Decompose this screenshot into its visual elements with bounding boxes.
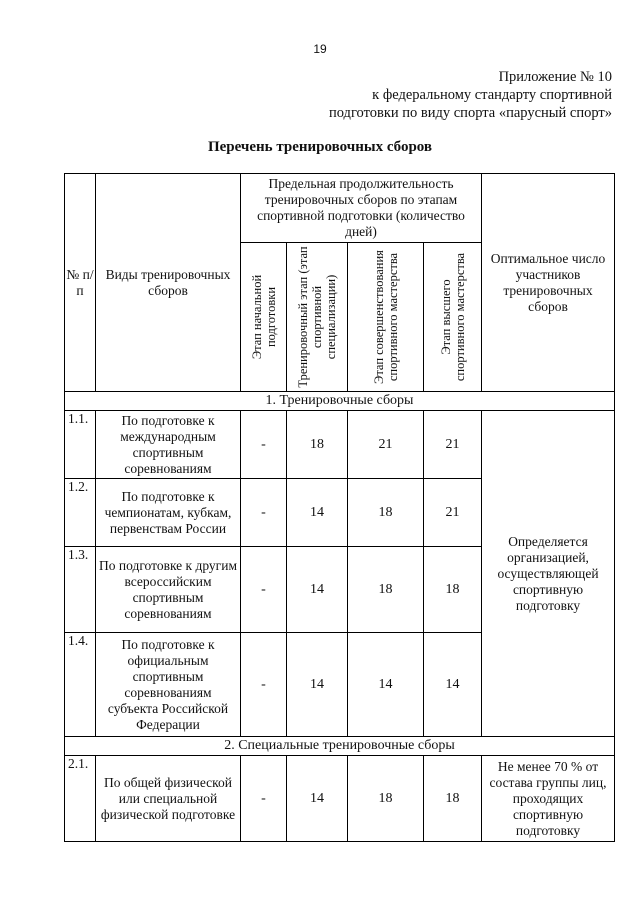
- row-stage1: -: [241, 756, 287, 842]
- header-stage1: Этап начальной подготовки: [249, 274, 278, 360]
- row-stage2: 14: [287, 756, 348, 842]
- row-stage2: 14: [287, 479, 348, 547]
- row-stage3: 18: [348, 547, 424, 633]
- table-row: [65, 411, 615, 479]
- row-stage3: 21: [348, 411, 424, 479]
- section-title: 2. Специальные тренировочные сборы: [65, 737, 615, 756]
- row-kind: По общей физической или специальной физической подготовке: [96, 756, 241, 842]
- appendix-line: подготовки по виду спорта «парусный спорт»: [328, 105, 612, 121]
- row-num: 1.1.: [65, 411, 96, 479]
- header-stage-cell: [287, 243, 348, 392]
- row-num: 1.2.: [65, 479, 96, 547]
- row-stage3: 18: [348, 479, 424, 547]
- header-stage4: Этап высшего спортивного мастерства: [438, 252, 467, 382]
- row-stage1: -: [241, 479, 287, 547]
- appendix-block: [329, 68, 612, 122]
- row-stage2: 18: [287, 411, 348, 479]
- header-optimal: Оптимальное число участников тренировочных сборов: [482, 174, 615, 392]
- row-stage1: -: [241, 411, 287, 479]
- row-kind: По подготовке к официальным спортивным соревнованиям субъекта Российской Федерации: [96, 633, 241, 737]
- table-row: [65, 756, 615, 842]
- appendix-line: Приложение № 10: [498, 69, 612, 85]
- row-stage4: 21: [424, 479, 482, 547]
- training-camps-table: [64, 173, 615, 842]
- row-stage1: -: [241, 547, 287, 633]
- row-stage3: 18: [348, 756, 424, 842]
- header-num: № п/п: [65, 174, 96, 392]
- header-kind: Виды тренировочных сборов: [96, 174, 241, 392]
- row-num: 2.1.: [65, 756, 96, 842]
- row-optimal: Не менее 70 % от состава группы лиц, проходящих спортивную подготовку: [482, 756, 615, 842]
- row-kind: По подготовке к другим всероссийским спортивным соревнованиям: [96, 547, 241, 633]
- header-stage2: Тренировочный этап (этап спортивной специализации): [296, 246, 338, 388]
- row-kind: По подготовке к чемпионатам, кубкам, первенствам России: [96, 479, 241, 547]
- row-stage4: 18: [424, 756, 482, 842]
- optimal-section1: Определяется организацией, осуществляющей спортивную подготовку: [482, 411, 615, 737]
- row-stage4: 21: [424, 411, 482, 479]
- header-duration-group: Предельная продолжительность тренировочных сборов по этапам спортивной подготовки (количество дней): [241, 174, 482, 243]
- appendix-line: к федеральному стандарту спортивной: [372, 87, 612, 103]
- row-num: 1.3.: [65, 547, 96, 633]
- row-stage3: 14: [348, 633, 424, 737]
- row-stage4: 14: [424, 633, 482, 737]
- row-kind: По подготовке к международным спортивным соревнованиям: [96, 411, 241, 479]
- header-stage-cell: [424, 243, 482, 392]
- page-number: 19: [313, 42, 327, 56]
- header-stage-cell: [348, 243, 424, 392]
- row-stage4: 18: [424, 547, 482, 633]
- section-row: [65, 392, 615, 411]
- row-stage2: 14: [287, 547, 348, 633]
- document-title: Перечень тренировочных сборов: [207, 139, 433, 155]
- header-stage3: Этап совершенствования спортивного мастерства: [371, 250, 400, 384]
- header-stage-cell: [241, 243, 287, 392]
- section-row: [65, 737, 615, 756]
- row-num: 1.4.: [65, 633, 96, 737]
- row-stage2: 14: [287, 633, 348, 737]
- row-stage1: -: [241, 633, 287, 737]
- header-row: [65, 174, 615, 243]
- section-title: 1. Тренировочные сборы: [65, 392, 615, 411]
